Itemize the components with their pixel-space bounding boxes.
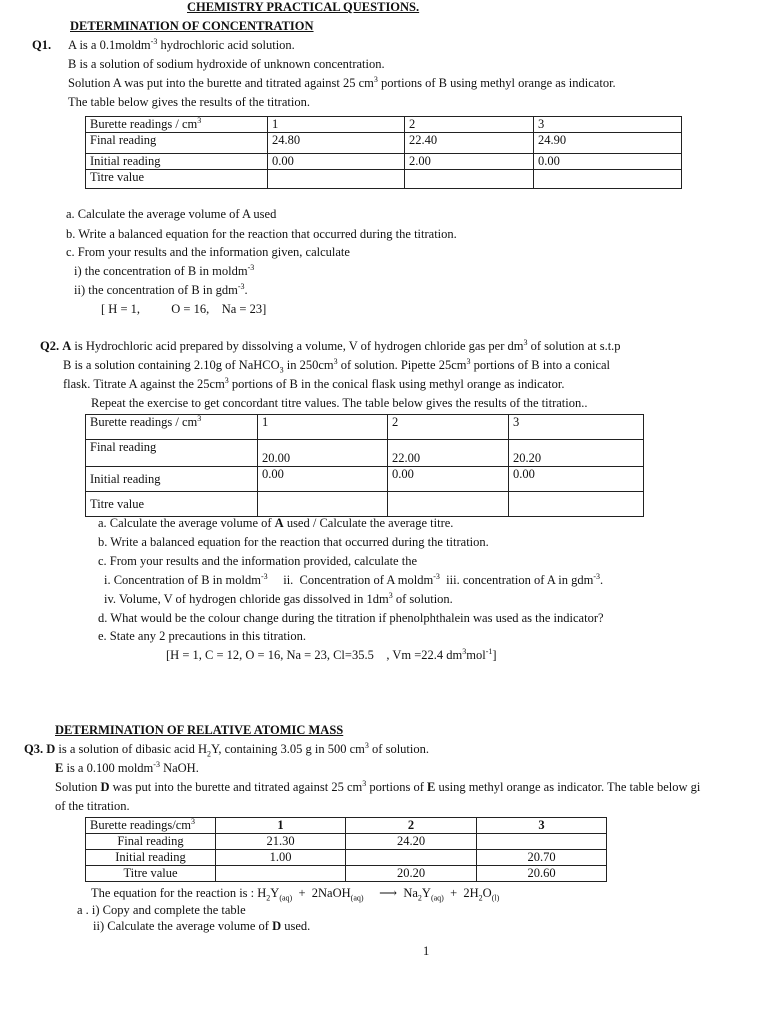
table-header-cell: 3: [509, 415, 644, 440]
table-header-cell: 1: [216, 818, 346, 834]
table-cell: 20.70: [477, 850, 607, 866]
table-cell: Final reading: [86, 440, 258, 467]
table-header-cell: 2: [388, 415, 509, 440]
table-header-row: [86, 818, 607, 834]
table-cell: 0.00: [509, 467, 644, 492]
table-header-cell: 3: [477, 818, 607, 834]
table-cell: 20.20: [509, 440, 644, 467]
table-cell: 0.00: [534, 154, 682, 170]
table-cell: Initial reading: [86, 850, 216, 866]
q1-results-table: [85, 116, 682, 189]
table-row: [86, 467, 644, 492]
page-title: CHEMISTRY PRACTICAL QUESTIONS.: [187, 0, 420, 14]
table-cell: 24.90: [534, 133, 682, 154]
q1-line3: Solution A was put into the burette and titrated against 25 $cm^3$ portions of B using methyl orange as indicator.: [68, 74, 616, 90]
table-header-cell: Burette readings/$cm^3$: [86, 818, 216, 834]
table-cell: [509, 492, 644, 517]
table-cell: [388, 492, 509, 517]
q2-part-c-iv: iv. Volume, V of hydrogen chloride gas dissolved in $1dm^3$ of solution.: [104, 590, 453, 606]
q3-line4: of the titration.: [55, 799, 130, 813]
table-cell: 0.00: [268, 154, 405, 170]
q2-line2: B is a solution containing 2.10g of NaHCO$_3$ in $250cm^3$ of solution. Pipette $25cm^3$ portions of B into a conical: [63, 356, 611, 375]
section-heading-concentration: DETERMINATION OF CONCENTRATION: [70, 19, 314, 33]
table-cell: 20.60: [477, 866, 607, 882]
q3-part-a-i: a . i) Copy and complete the table: [77, 903, 246, 917]
table-cell: [534, 170, 682, 189]
table-row: [86, 440, 644, 467]
q2-results-table: [85, 414, 644, 517]
table-cell: Initial reading: [86, 467, 258, 492]
q2-part-d: d. What would be the colour change during the titration if phenolphthalein was used as the indicator?: [98, 611, 604, 625]
table-header-cell: 1: [268, 117, 405, 133]
table-cell: Final reading: [86, 834, 216, 850]
table-cell: 2.00: [405, 154, 534, 170]
table-row: [86, 170, 682, 189]
table-cell: Initial reading: [86, 154, 268, 170]
table-cell: 0.00: [388, 467, 509, 492]
q1-part-a: a. Calculate the average volume of A used: [66, 207, 277, 221]
table-cell: 20.20: [346, 866, 477, 882]
page-number: 1: [423, 944, 430, 958]
q2-line3: flask. Titrate A against the $25cm^3$ portions of B in the conical flask using methyl orange as indicator.: [63, 375, 565, 391]
q1-part-c-i: i) the concentration of B in moldm$^{-3}$: [74, 262, 255, 278]
table-cell: Titre value: [86, 492, 258, 517]
table-header-cell: 1: [258, 415, 388, 440]
table-cell: 21.30: [216, 834, 346, 850]
table-cell: [268, 170, 405, 189]
q2-line4: Repeat the exercise to get concordant titre values. The table below gives the results of the titration..: [91, 396, 588, 410]
table-cell: [258, 492, 388, 517]
table-cell: 0.00: [258, 467, 388, 492]
q3-line2: E is a 0.100 moldm$^{-3}$ NaOH.: [55, 759, 199, 775]
table-row: [86, 133, 682, 154]
q2-part-e: e. State any 2 precautions in this titration.: [98, 629, 306, 643]
q3-line1: Q3. D is a solution of dibasic acid $H_2Y$, containing 3.05 g in 500 $cm^3$ of solution.: [24, 740, 429, 759]
table-cell: 1.00: [216, 850, 346, 866]
table-header-cell: 3: [534, 117, 682, 133]
table-cell: [346, 850, 477, 866]
table-header-row: [86, 415, 644, 440]
table-cell: [216, 866, 346, 882]
q1-label: Q1.: [32, 38, 52, 52]
q1-line1: A is a 0.1moldm$^{-3}$ hydrochloric acid solution.: [68, 36, 295, 52]
q2-part-b: b. Write a balanced equation for the reaction that occurred during the titration.: [98, 535, 489, 549]
table-row: [86, 492, 644, 517]
q1-part-c: c. From your results and the information given, calculate: [66, 245, 350, 259]
table-cell: 24.80: [268, 133, 405, 154]
table-cell: [477, 834, 607, 850]
table-cell: 24.20: [346, 834, 477, 850]
table-cell: Titre value: [86, 170, 268, 189]
q1-part-b: b. Write a balanced equation for the reaction that occurred during the titration.: [66, 227, 457, 241]
q2-constants: [H = 1, C = 12, O = 16, Na = 23, Cl=35.5 , Vm =22.4 $dm^3mol^{-1}$]: [166, 646, 497, 662]
q3-results-table: [85, 817, 607, 882]
q2-part-c: c. From your results and the information provided, calculate the: [98, 554, 418, 568]
table-header-cell: Burette readings / $cm^3$: [86, 117, 268, 133]
q2-part-c-i-iii: i. Concentration of B in moldm$^{-3}$ ii. Concentration of A moldm$^{-3}$ iii. concentration of A in gdm$^{-3}$.: [104, 571, 604, 587]
table-row: [86, 866, 607, 882]
table-cell: [405, 170, 534, 189]
table-header-cell: 2: [405, 117, 534, 133]
q1-line2: B is a solution of sodium hydroxide of unknown concentration.: [68, 57, 385, 71]
q3-part-a-ii: ii) Calculate the average volume of D used.: [93, 919, 311, 933]
q1-atomic-masses: [ H = 1, O = 16, Na = 23]: [101, 302, 267, 316]
q2-line1: Q2. A is Hydrochloric acid prepared by dissolving a volume, V of hydrogen chloride gas per $dm^3$ of solution at s.t.p: [40, 337, 621, 353]
table-row: [86, 834, 607, 850]
table-row: [86, 850, 607, 866]
q1-part-c-ii: ii) the concentration of B in gdm$^{-3}$.: [74, 281, 248, 297]
table-cell: Final reading: [86, 133, 268, 154]
section-heading-atomic-mass: DETERMINATION OF RELATIVE ATOMIC MASS: [55, 723, 344, 737]
q2-part-a: a. Calculate the average volume of A used / Calculate the average titre.: [98, 516, 454, 530]
table-cell: Titre value: [86, 866, 216, 882]
q3-reaction-equation: The equation for the reaction is : $H_2Y_{(aq)}$ + 2NaOH$_{(aq)}$ ⟶ $Na_2Y_{(aq)} + 2H_2O_{(l)}$: [91, 886, 500, 903]
table-cell: 20.00: [258, 440, 388, 467]
table-header-row: [86, 117, 682, 133]
table-row: [86, 154, 682, 170]
table-cell: 22.00: [388, 440, 509, 467]
table-header-cell: Burette readings / $cm^3$: [86, 415, 258, 440]
table-cell: 22.40: [405, 133, 534, 154]
q3-line3: Solution D was put into the burette and titrated against 25 $cm^3$ portions of E using methyl orange as indicator. The table below gi: [55, 778, 701, 794]
table-header-cell: 2: [346, 818, 477, 834]
q1-line4: The table below gives the results of the titration.: [68, 95, 310, 109]
